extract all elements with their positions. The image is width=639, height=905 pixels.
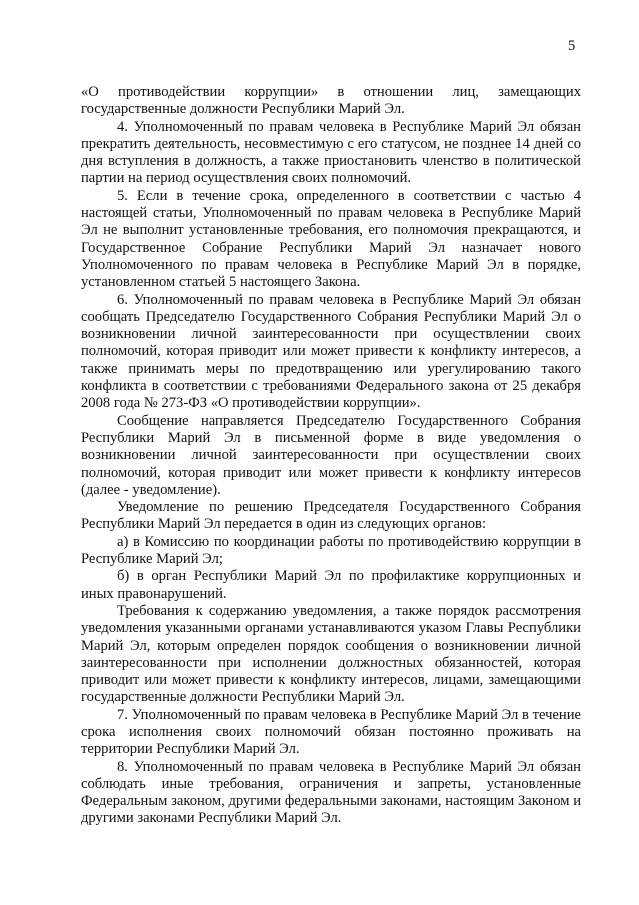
paragraph-continuation: «О противодействии коррупции» в отношении лиц, замещающих государственные должности Республики Марий Эл. [81,84,581,118]
paragraph-requirements: Требования к содержанию уведомления, а также порядок рассмотрения уведомления указанными органами устанавливаются указом Главы Республики Марий Эл, которым определен порядок сообщения о возникновении личной заинтересованности при исполнении должностных обязанностей, которая приводит или может привести к конфликту интересов, лицами, замещающими государственные должности Республики Марий Эл. [81,602,581,706]
list-item-b: б) в орган Республики Марий Эл по профилактике коррупционных и иных правонарушений. [81,568,581,602]
list-item-a: а) в Комиссию по координации работы по противодействию коррупции в Республике Марий Эл; [81,533,581,568]
paragraph-transfer: Уведомление по решению Председателя Государственного Собрания Республики Марий Эл передается в один из следующих органов: [81,499,581,533]
document-body [81,84,581,828]
paragraph-notification: Сообщение направляется Председателю Государственного Собрания Республики Марий Эл в письменной форме в виде уведомления о возникновении личной заинтересованности при осуществлении своих полномочий, которая приводит или может привести к конфликту интересов (далее - уведомление). [81,412,581,498]
paragraph-item-5: 5. Если в течение срока, определенного в соответствии с частью 4 настоящей статьи, Уполномоченный по правам человека в Республике Марий Эл не выполнит установленные требования, его полномочия прекращаются, и Государственное Собрание Республики Марий Эл назначает нового Уполномоченного по правам человека в Республике Марий Эл в порядке, установленном статьей 5 настоящего Закона. [81,187,581,291]
page-number: 5 [568,38,576,54]
paragraph-item-4: 4. Уполномоченный по правам человека в Республике Марий Эл обязан прекратить деятельность, несовместимую с его статусом, не позднее 14 дней со дня вступления в должность, а также приостановить членство в политической партии на период осуществления своих полномочий. [81,118,581,187]
paragraph-item-7: 7. Уполномоченный по правам человека в Республике Марий Эл в течение срока исполнения своих полномочий обязан постоянно проживать на территории Республики Марий Эл. [81,706,581,758]
paragraph-item-8: 8. Уполномоченный по правам человека в Республике Марий Эл обязан соблюдать иные требования, ограничения и запреты, установленные Федеральным законом, другими федеральными законами, настоящим Законом и другими законами Республики Марий Эл. [81,758,581,827]
paragraph-item-6: 6. Уполномоченный по правам человека в Республике Марий Эл обязан сообщать Председателю Государственного Собрания Республики Марий Эл о возникновении личной заинтересованности при осуществлении своих полномочий, которая приводит или может привести к конфликту интересов, а также принимать меры по предотвращению или урегулированию такого конфликта в соответствии с требованиями Федерального закона от 25 декабря 2008 года № 273-ФЗ «О противодействии коррупции». [81,291,581,412]
